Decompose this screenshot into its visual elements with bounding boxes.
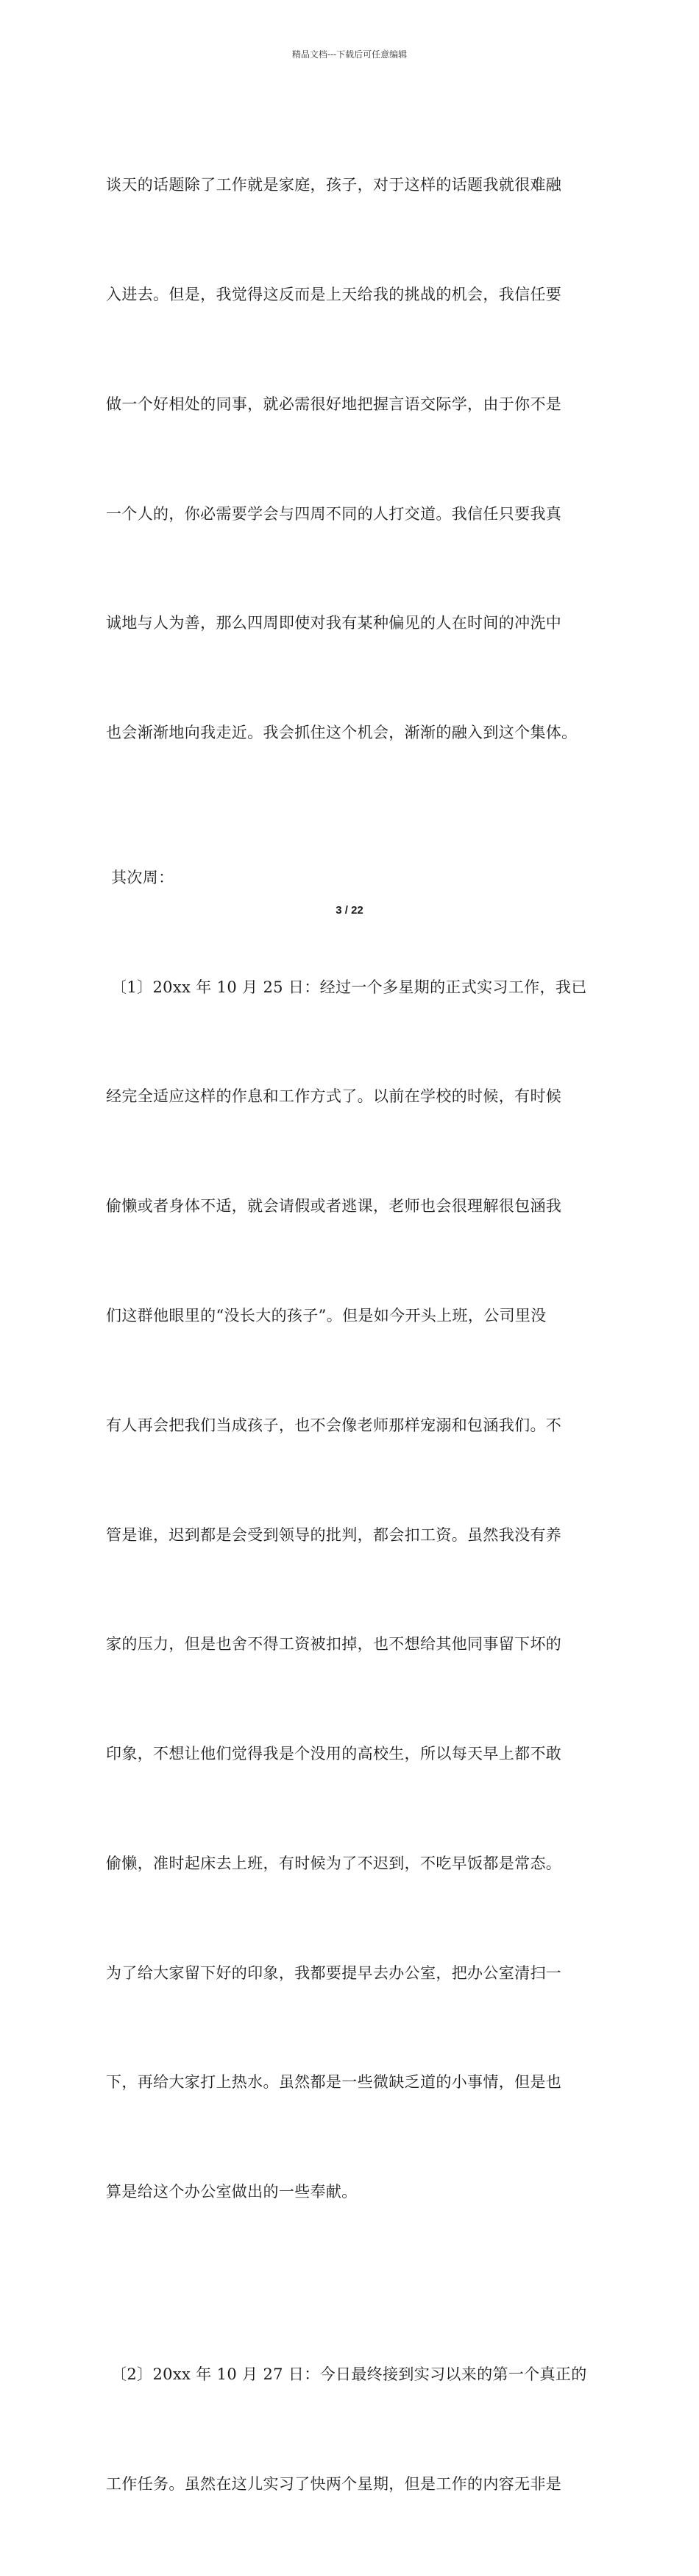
text-line: 诚地与人为善，那么四周即使对我有某种偏见的人在时间的冲洗中 [106, 614, 562, 632]
text-line: 们这群他眼里的“没长大的孩子”。但是如今开头上班，公司里没 [106, 1307, 547, 1324]
text-line: 做一个好相处的同事，就必需很好地把握言语交际学，由于你不是 [106, 395, 562, 413]
text-line: 一个人的，你必需要学会与四周不同的人打交道。我信任只要我真 [106, 504, 562, 523]
text-line: 〔2〕20xx 年 10 月 27 日：今日最终接到实习以来的第一个真正的 [106, 2365, 587, 2384]
text-line: 家的压力，但是也舍不得工资被扣掉，也不想给其他同事留下坏的 [106, 1635, 562, 1654]
text-line: 为了给大家留下好的印象，我都要提早去办公室，把办公室清扫一 [106, 1963, 562, 1982]
text-line: 偷懒或者身体不适，就会请假或者逃课，老师也会很理解很包涵我 [106, 1197, 562, 1215]
text-line: 〔1〕20xx 年 10 月 25 日：经过一个多星期的正式实习工作，我已 [106, 978, 587, 996]
text-line: 经完全适应这样的作息和工作方式了。以前在学校的时候，有时候 [106, 1087, 562, 1106]
paragraph-2 [106, 896, 599, 2284]
text-line: 工作任务。虽然在这儿实习了快两个星期，但是工作的内容无非是 [106, 2475, 562, 2493]
text-line: 算是给这个办公室做出的一些奉献。 [106, 2183, 358, 2201]
text-line: 管是谁，迟到都是会受到领导的批判，都会扣工资。虽然我没有养 [106, 1525, 562, 1544]
text-line: 也会渐渐地向我走近。我会抓住这个机会，渐渐的融入到这个集体。 [106, 724, 578, 742]
paragraph-gap [106, 825, 599, 860]
text-line: 谈天的话题除了工作就是家庭，孩子，对于这样的话题我就很难融 [106, 176, 562, 194]
text-line: 印象，不想让他们觉得我是个没用的高校生，所以每天早上都不敢 [106, 1745, 562, 1763]
section-heading: 其次周： [106, 868, 174, 886]
page-number: 3 / 22 [336, 904, 363, 917]
text-line: 偷懒，准时起床去上班，有时候为了不迟到，不吃早饭都是常态。 [106, 1854, 562, 1872]
document-body [106, 94, 599, 2576]
page-header: 精品文档---下载后可任意编辑 [291, 49, 408, 60]
text-line: 有人再会把我们当成孩子，也不会像老师那样宠溺和包涵我们。不 [106, 1416, 562, 1434]
paragraph-1 [106, 94, 599, 825]
text-line: 入进去。但是，我觉得这反而是上天给我的挑战的机会，我信任要 [106, 285, 562, 303]
text-line: 下，再给大家打上热水。虽然都是一些微缺乏道的小事情，但是也 [106, 2073, 562, 2092]
paragraph-3 [106, 2284, 599, 2576]
